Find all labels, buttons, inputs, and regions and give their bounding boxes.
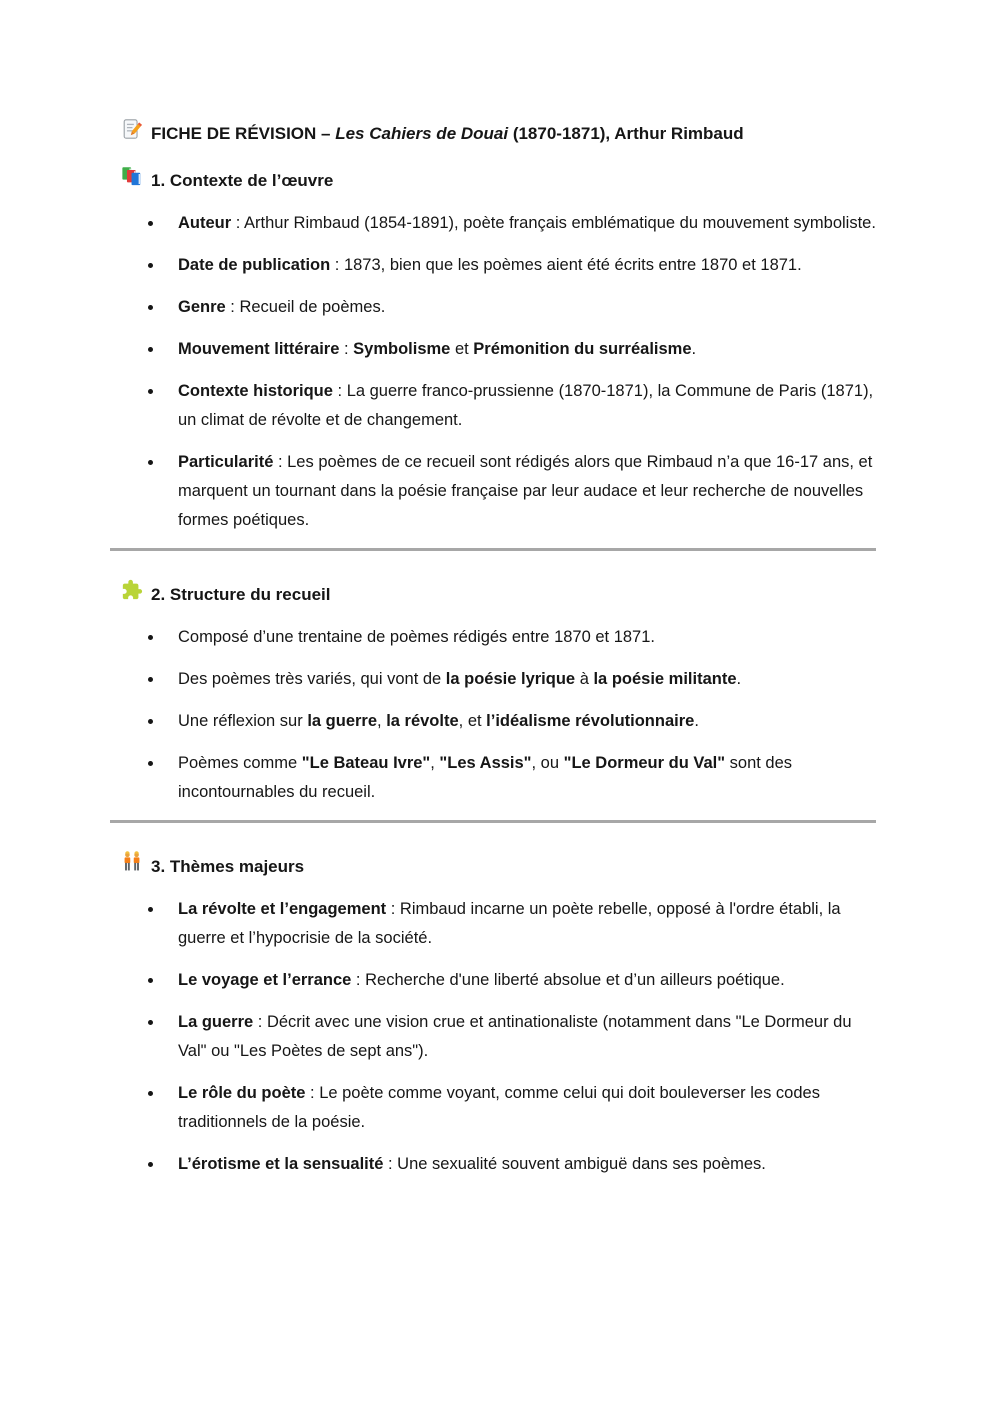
text-run: sont des incontournables du recueil. bbox=[178, 754, 793, 801]
text-run: : Rimbaud incarne un poète rebelle, opposé à l'ordre établi, la guerre et l’hypocrisie de la société. bbox=[178, 900, 841, 947]
text-run: et bbox=[450, 340, 474, 358]
text-run: Mouvement littéraire bbox=[178, 340, 340, 358]
memo-icon bbox=[121, 118, 143, 140]
list-item bbox=[121, 749, 877, 807]
text-run: L’érotisme et la sensualité bbox=[178, 1155, 384, 1173]
text-run: : Recherche d'une liberté absolue et d’un ailleurs poétique. bbox=[351, 971, 785, 989]
text-run: : La guerre franco-prussienne (1870-1871), la Commune de Paris (1871), un climat de révolte et de changement. bbox=[178, 382, 874, 429]
list-item bbox=[121, 665, 877, 694]
text-run: FICHE DE RÉVISION – bbox=[151, 124, 336, 143]
list-item bbox=[121, 1150, 877, 1179]
text-run: la révolte bbox=[386, 712, 459, 730]
section-divider bbox=[110, 548, 876, 551]
puzzle-icon bbox=[121, 579, 143, 601]
text-run: Genre bbox=[178, 298, 226, 316]
section-heading bbox=[121, 579, 877, 610]
text-run: Les Cahiers de Douai bbox=[335, 124, 509, 143]
text-run: Auteur bbox=[178, 214, 232, 232]
list-item bbox=[121, 335, 877, 364]
section-heading bbox=[121, 851, 877, 882]
text-run: Le voyage et l’errance bbox=[178, 971, 352, 989]
section-heading-text: 3. Thèmes majeurs bbox=[151, 857, 305, 876]
list-item bbox=[121, 209, 877, 238]
title-icon-slot bbox=[121, 118, 143, 149]
section-icon-slot bbox=[121, 579, 143, 610]
text-run: à bbox=[575, 670, 594, 688]
section-heading-text: 1. Contexte de l’œuvre bbox=[151, 171, 334, 190]
section-1 bbox=[121, 165, 877, 535]
text-run: , bbox=[377, 712, 387, 730]
sections-container bbox=[121, 165, 877, 1179]
text-run: , ou bbox=[531, 754, 564, 772]
text-run: La révolte et l’engagement bbox=[178, 900, 387, 918]
list-item bbox=[121, 707, 877, 736]
section-icon-slot bbox=[121, 165, 143, 196]
text-run: , et bbox=[458, 712, 487, 730]
text-run: Le rôle du poète bbox=[178, 1084, 306, 1102]
page-title bbox=[121, 118, 877, 149]
bullet-list bbox=[121, 895, 877, 1179]
text-run: , bbox=[430, 754, 440, 772]
list-item bbox=[121, 623, 877, 652]
text-run: . bbox=[691, 340, 697, 358]
text-run: Une réflexion sur bbox=[178, 712, 308, 730]
text-run: : Le poète comme voyant, comme celui qui doit bouleverser les codes traditionnels de la poésie. bbox=[178, 1084, 820, 1131]
people-icon bbox=[121, 851, 143, 873]
bullet-list bbox=[121, 209, 877, 535]
text-run: : 1873, bien que les poèmes aient été écrits entre 1870 et 1871. bbox=[330, 256, 802, 274]
text-run: la poésie militante bbox=[593, 670, 737, 688]
text-run: : Les poèmes de ce recueil sont rédigés alors que Rimbaud n’a que 16-17 ans, et marquent un tournant dans la poésie française par leur audace et leur recherche de nouvelles formes poétiques. bbox=[178, 453, 873, 529]
section-3 bbox=[121, 851, 877, 1179]
text-run: . bbox=[736, 670, 742, 688]
list-item bbox=[121, 895, 877, 953]
text-run: l’idéalisme révolutionnaire bbox=[486, 712, 695, 730]
text-run: : Décrit avec une vision crue et antinationaliste (notamment dans "Le Dormeur du Val" ou "Les Poètes de sept ans"). bbox=[178, 1013, 852, 1060]
list-item bbox=[121, 1008, 877, 1066]
text-run: Poèmes comme bbox=[178, 754, 302, 772]
text-run: La guerre bbox=[178, 1013, 254, 1031]
list-item bbox=[121, 1079, 877, 1137]
text-run: (1870-1871), Arthur Rimbaud bbox=[508, 124, 744, 143]
section-2 bbox=[121, 579, 877, 807]
text-run: Date de publication bbox=[178, 256, 331, 274]
text-run: : bbox=[339, 340, 354, 358]
books-icon bbox=[121, 165, 143, 187]
text-run: la guerre bbox=[307, 712, 378, 730]
text-run: Particularité bbox=[178, 453, 274, 471]
page-title-text bbox=[151, 119, 744, 148]
section-icon-slot bbox=[121, 851, 143, 882]
list-item bbox=[121, 377, 877, 435]
text-run: : Une sexualité souvent ambiguë dans ses poèmes. bbox=[383, 1155, 766, 1173]
text-run: : Recueil de poèmes. bbox=[225, 298, 386, 316]
text-run: "Les Assis" bbox=[439, 754, 532, 772]
text-run: "Le Bateau Ivre" bbox=[301, 754, 431, 772]
list-item bbox=[121, 966, 877, 995]
text-run: Composé d’une trentaine de poèmes rédigés entre 1870 et 1871. bbox=[178, 628, 655, 646]
list-item bbox=[121, 251, 877, 280]
section-heading-text: 2. Structure du recueil bbox=[151, 585, 331, 604]
section-heading bbox=[121, 165, 877, 196]
text-run: "Le Dormeur du Val" bbox=[563, 754, 726, 772]
list-item bbox=[121, 448, 877, 535]
text-run: la poésie lyrique bbox=[445, 670, 576, 688]
bullet-list bbox=[121, 623, 877, 807]
text-run: . bbox=[694, 712, 699, 730]
text-run: Des poèmes très variés, qui vont de bbox=[178, 670, 446, 688]
list-item bbox=[121, 293, 877, 322]
text-run: Prémonition du surréalisme bbox=[473, 340, 692, 358]
text-run: Contexte historique bbox=[178, 382, 333, 400]
text-run: Symbolisme bbox=[353, 340, 451, 358]
section-divider bbox=[110, 820, 876, 823]
text-run: : Arthur Rimbaud (1854-1891), poète français emblématique du mouvement symboliste. bbox=[231, 214, 876, 232]
